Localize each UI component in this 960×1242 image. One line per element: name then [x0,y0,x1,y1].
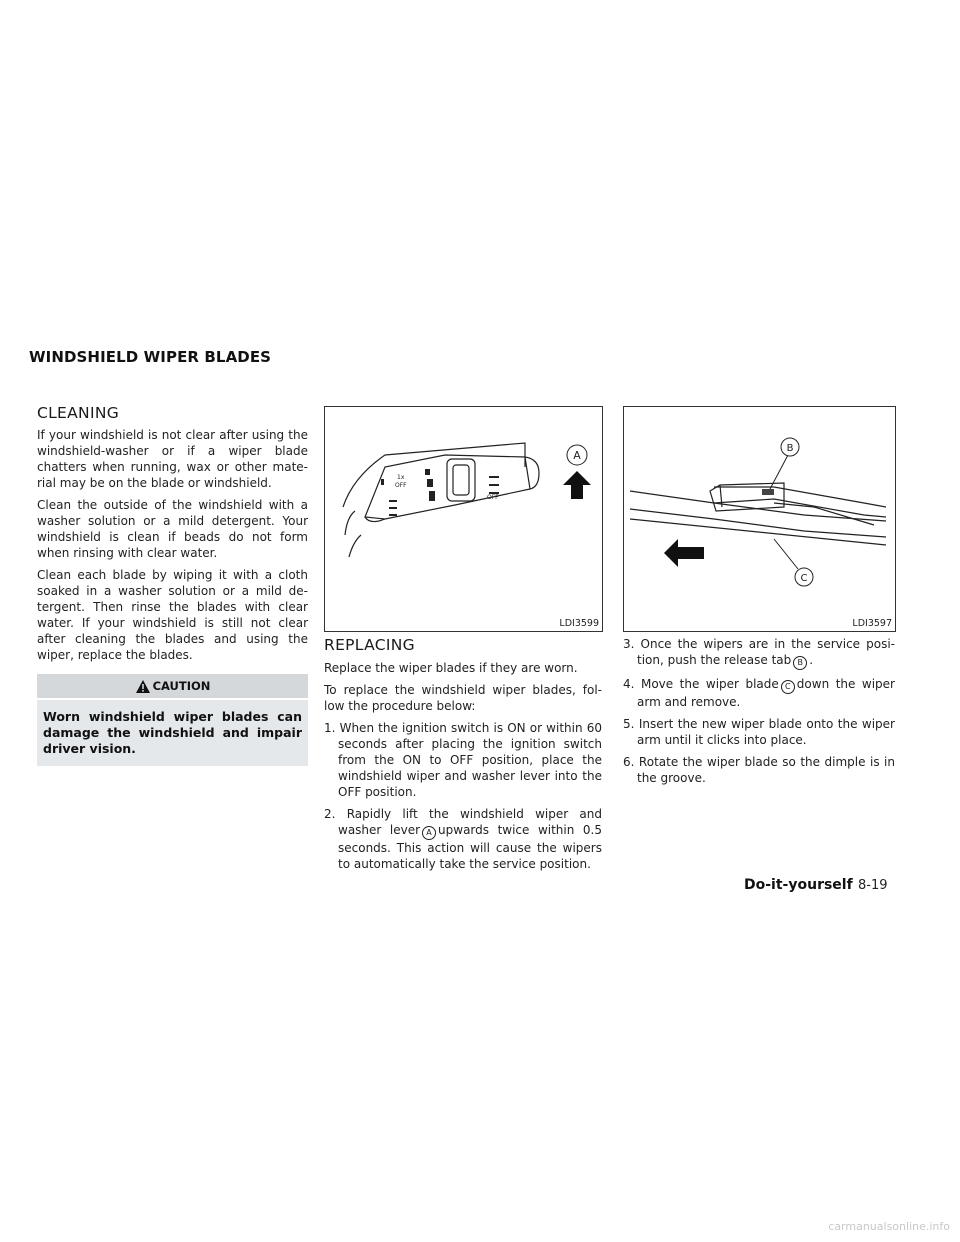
left-arrow-icon [664,539,704,567]
callout-c: C [800,573,808,584]
callout-a: A [573,449,581,462]
step-6: 6. Rotate the wiper blade so the dimple is in the groove. [623,755,895,785]
section-title: WINDSHIELD WIPER BLADES [29,348,272,366]
step-4: 4. Move the wiper blade C down the wiper arm and remove. [623,677,895,709]
caution-text: Worn windshield wiper blades can damage the windshield and impair driver vision. [37,700,308,766]
page-number: 8-19 [858,878,888,893]
step-2: 2. Rapidly lift the windshield wiper and washer lever A upwards twice within 0.5 seconds. This action will cause the wipers to automatically take the service position. [324,807,602,871]
up-arrow-icon [563,471,591,499]
warning-triangle-icon [135,679,151,694]
wiper-lever-figure [324,406,603,632]
cleaning-heading: CLEANING [37,404,120,422]
replacing-section [324,636,602,878]
replacing-steps-continued [623,636,895,792]
callout-ref-c: C [781,680,795,694]
step-5: 5. Insert the new wiper blade onto the wiper arm until it clicks into place. [623,717,895,747]
lever-label: OFF [395,482,407,489]
release-tab [762,489,774,495]
step-1: 1. When the ignition switch is ON or within 60 seconds after placing the ignition switch from the ON to OFF position, place the windshield wiper and washer lever into the OFF position. [324,721,602,799]
caution-header [37,674,308,698]
wiper-lever-illustration [325,407,602,631]
replacing-intro: To replace the windshield wiper blades, fol- low the procedure below: [324,683,602,713]
callout-ref-b: B [793,656,807,670]
lever-label: 1x [397,474,405,481]
cleaning-paragraph: Clean each blade by wiping it with a cloth soaked in a washer solution or a mild de- tergent. Then rinse the blades with clear water. If your windshield is still not clear after cleaning the blades and using the wiper, replace the blades. [37,568,308,662]
figure-code: LDI3599 [559,618,599,629]
replacing-heading: REPLACING [324,636,415,654]
wiper-blade-illustration [624,407,895,631]
cleaning-paragraph: Clean the outside of the windshield with a washer solution or a mild detergent. Your windshield is clean if beads do not form when rinsing with clear water. [37,498,308,560]
figure-code: LDI3597 [852,618,892,629]
callout-b: B [786,443,794,454]
cleaning-section [37,404,308,766]
wiper-blade-figure [623,406,896,632]
replacing-intro: Replace the wiper blades if they are worn. [324,661,578,675]
footer-chapter-title: Do-it-yourself [744,877,853,893]
step-3: 3. Once the wipers are in the service posi- tion, push the release tab B . [623,636,895,670]
watermark: carmanualsonline.info [828,1220,950,1233]
cleaning-paragraph: If your windshield is not clear after using the windshield-washer or if a wiper blade chatters when running, wax or other mate- rial may be on the blade or windshield. [37,428,308,490]
callout-ref-a: A [422,826,436,840]
lever-label: OFF [487,494,499,501]
caution-label: CAUTION [152,679,211,693]
